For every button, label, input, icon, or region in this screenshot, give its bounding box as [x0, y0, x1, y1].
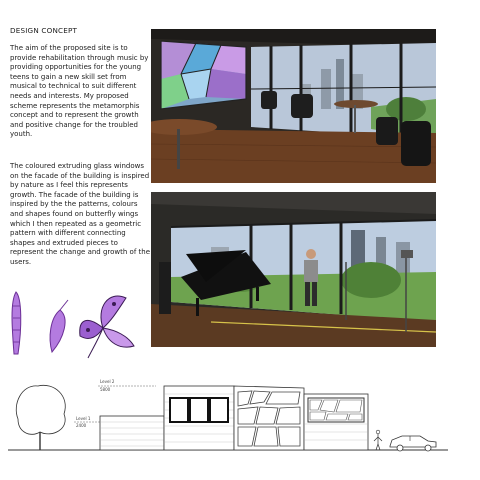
butterfly-icon	[80, 296, 134, 358]
person-scale-figure	[374, 430, 382, 450]
level-1-value: 2400	[76, 423, 87, 428]
caterpillar-icon	[12, 292, 21, 354]
level-1-label: Level 1	[76, 416, 91, 421]
concept-paragraph-1: The aim of the proposed site is to provide rehabilitation through music by providing opportunities for the young teens to gain a new skill set from musical to technical to suit different needs and interests. My proposed scheme represents the metamorphis concept and to represent the growth and positive change for the troubled youth.	[10, 44, 149, 139]
concept-paragraph-2: The coloured extruding glass windows on the facade of the building is inspired by nature as I feel this represents growth. The facade of the building is inspired by the the patterns, colours and shapes found on butterfly wings which I then repeated as a geometric pattern with different connecting shapes and extruded pieces to represent the change and growth of the users.	[10, 162, 150, 266]
building-facade	[100, 386, 368, 450]
car-icon	[390, 436, 436, 451]
design-concept-title: DESIGN CONCEPT	[10, 26, 78, 35]
building-elevation-drawing	[8, 374, 448, 460]
piano-room-render-image	[151, 192, 436, 347]
stained-glass-window	[161, 41, 246, 109]
butterfly-metamorphosis-illustration	[8, 288, 138, 360]
lounge-render-image	[151, 29, 436, 183]
tree-icon	[16, 385, 65, 450]
level-2-label: Level 2	[100, 379, 115, 384]
level-2-value: 5800	[100, 387, 111, 392]
chrysalis-icon	[50, 300, 68, 352]
